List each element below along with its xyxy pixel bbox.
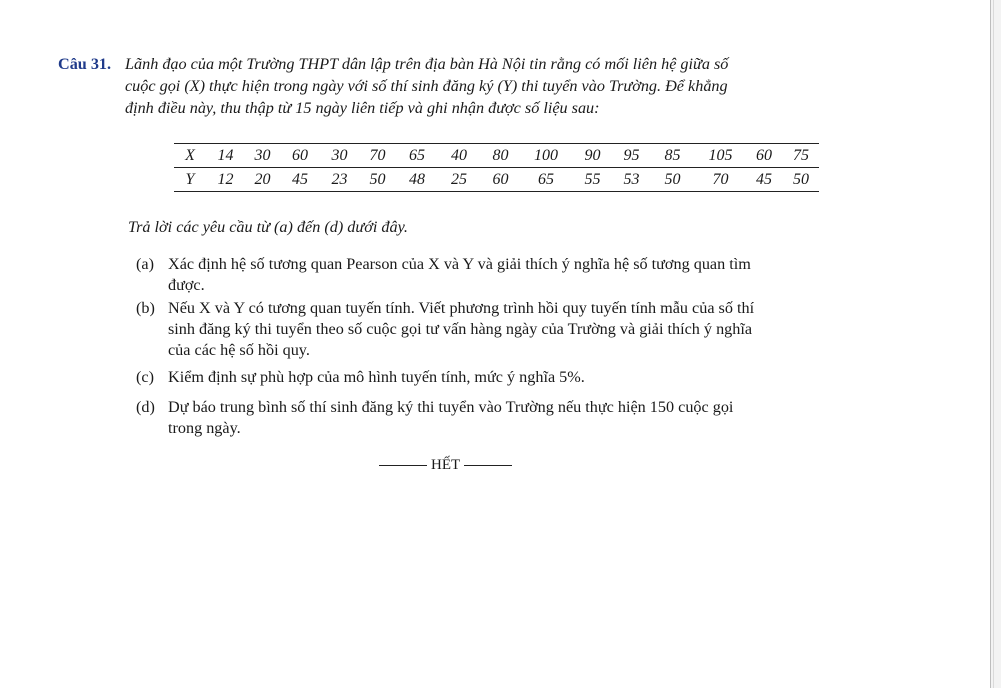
question-number: Câu 31. [58, 55, 112, 73]
table-row-y [174, 168, 819, 192]
part-label: (a) [136, 255, 154, 273]
table-cell-x: 60 [745, 144, 783, 168]
table-cell-y: 23 [320, 168, 359, 192]
table-cell-y: 12 [206, 168, 245, 192]
part-text-line: Kiểm định sự phù hợp của mô hình tuyến tính, mức ý nghĩa 5%. [168, 368, 585, 386]
part-text-line: Nếu X và Y có tương quan tuyến tính. Viết phương trình hồi quy tuyến tính mẫu của số thí [168, 299, 755, 317]
part-text-line: được. [168, 276, 205, 294]
table-cell-x: 75 [783, 144, 819, 168]
table-cell-y: 48 [396, 168, 438, 192]
question-text-line: định điều này, thu thập từ 15 ngày liên tiếp và ghi nhận được số liệu sau: [125, 99, 600, 117]
page-edge [993, 0, 994, 688]
part-text-line: của các hệ số hồi quy. [168, 341, 310, 359]
table-cell-x: 30 [320, 144, 359, 168]
part-text-line: Xác định hệ số tương quan Pearson của X và Y và giải thích ý nghĩa hệ số tương quan tìm [168, 255, 751, 273]
part-label: (b) [136, 299, 155, 317]
table-cell-y: 20 [245, 168, 280, 192]
table-cell-x: 95 [614, 144, 649, 168]
table-cell-x: 65 [396, 144, 438, 168]
table-cell-y: 50 [649, 168, 696, 192]
table-cell-x: 80 [480, 144, 521, 168]
end-dash-right [464, 465, 512, 466]
table-cell-x: 40 [438, 144, 480, 168]
part-text-line: sinh đăng ký thi tuyển theo số cuộc gọi tư vấn hàng ngày của Trường và giải thích ý nghĩa [168, 320, 753, 338]
table-cell-y: 55 [571, 168, 614, 192]
table-cell-x: 60 [280, 144, 320, 168]
table-cell-y: 45 [745, 168, 783, 192]
question-text-line: cuộc gọi (X) thực hiện trong ngày với số thí sinh đăng ký (Y) thi tuyển vào Trường. Để khẳng [125, 77, 728, 95]
table-cell-x: 105 [696, 144, 745, 168]
part-label: (d) [136, 398, 155, 416]
end-dash-left [379, 465, 427, 466]
part-text-line: Dự báo trung bình số thí sinh đăng ký thi tuyển vào Trường nếu thực hiện 150 cuộc gọi [168, 398, 734, 416]
table-header-y: Y [174, 168, 206, 192]
instruction-text: Trả lời các yêu cầu từ (a) đến (d) dưới đây. [128, 218, 408, 236]
table-cell-y: 65 [521, 168, 571, 192]
table-cell-y: 25 [438, 168, 480, 192]
table-cell-y: 53 [614, 168, 649, 192]
table-cell-y: 60 [480, 168, 521, 192]
question-text-line: Lãnh đạo của một Trường THPT dân lập trên địa bàn Hà Nội tin rằng có mối liên hệ giữa số [125, 55, 729, 73]
part-label: (c) [136, 368, 154, 386]
table-cell-x: 30 [245, 144, 280, 168]
table-cell-x: 100 [521, 144, 571, 168]
table-cell-y: 45 [280, 168, 320, 192]
table-cell-x: 85 [649, 144, 696, 168]
table-cell-x: 14 [206, 144, 245, 168]
table-cell-x: 70 [359, 144, 396, 168]
table-cell-x: 90 [571, 144, 614, 168]
table-cell-y: 50 [783, 168, 819, 192]
table-cell-y: 70 [696, 168, 745, 192]
page-edge [990, 0, 991, 688]
data-table [174, 143, 819, 192]
end-marker [375, 457, 516, 474]
part-text-line: trong ngày. [168, 419, 241, 437]
table-cell-y: 50 [359, 168, 396, 192]
end-text: HẾT [431, 457, 461, 473]
table-row-x [174, 144, 819, 168]
table-header-x: X [174, 144, 206, 168]
